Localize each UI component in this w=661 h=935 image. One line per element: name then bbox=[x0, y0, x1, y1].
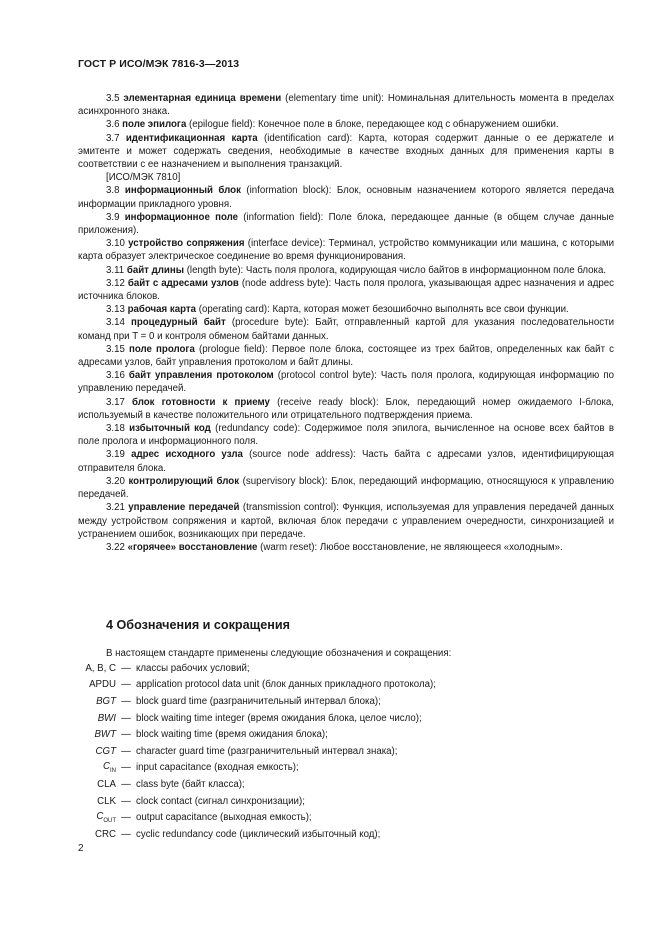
definition-text: [ИСО/МЭК 7810] bbox=[106, 172, 181, 184]
definition-item bbox=[78, 343, 614, 369]
definition-text: (interface device): Терминал, устройство коммуникации или машина, с которыми карта образует электрическое соединение во время функционирования. bbox=[78, 238, 614, 263]
abbreviation-row bbox=[78, 743, 618, 760]
definition-term: идентификационная карта bbox=[125, 132, 258, 144]
abbreviation-symbol-text: BWT bbox=[94, 729, 116, 741]
definition-number: 3.9 bbox=[106, 211, 120, 223]
definition-text: (receive ready block): Блок, передающий номер ожидаемого I-блока, используемый в качестве положительного или отрицательного подтверждения приема. bbox=[78, 396, 614, 421]
abbreviation-row bbox=[78, 726, 618, 743]
definition-term: процедурный байт bbox=[131, 317, 226, 329]
abbreviation-row bbox=[78, 660, 618, 677]
definition-term: управление передачей bbox=[128, 502, 240, 514]
abbreviation-symbol bbox=[78, 811, 116, 824]
abbreviation-symbol bbox=[78, 796, 116, 807]
abbreviation-symbol-text: BWI bbox=[97, 712, 116, 724]
abbreviation-symbol bbox=[78, 696, 116, 707]
definition-item bbox=[78, 277, 614, 303]
abbreviation-dash: — bbox=[121, 662, 131, 674]
abbreviation-row bbox=[78, 809, 618, 826]
abbreviation-row bbox=[78, 677, 618, 694]
abbreviation-row bbox=[78, 776, 618, 793]
definition-text: (length byte): Часть поля пролога, кодирующая число байтов в информационном поле блока. bbox=[186, 264, 607, 276]
definition-item bbox=[78, 184, 614, 210]
abbreviation-dash: — bbox=[121, 812, 131, 824]
page-header: ГОСТ Р ИСО/МЭК 7816-3—2013 bbox=[78, 58, 240, 70]
definition-item bbox=[78, 237, 614, 263]
abbreviation-symbol bbox=[78, 779, 116, 790]
abbreviation-dash: — bbox=[121, 778, 131, 790]
definition-term: байт с адресами узлов bbox=[127, 277, 239, 289]
definition-item bbox=[78, 118, 614, 131]
definition-item bbox=[78, 303, 614, 316]
definition-item bbox=[78, 211, 614, 237]
definitions-list bbox=[78, 92, 614, 554]
abbreviation-symbol bbox=[78, 679, 116, 690]
abbreviation-dash: — bbox=[121, 828, 131, 840]
definition-number: 3.14 bbox=[106, 317, 125, 329]
definition-text: (warm reset): Любое восстановление, не являющееся «холодным». bbox=[260, 541, 563, 553]
abbreviation-symbol-text: CRC bbox=[95, 828, 116, 840]
definition-number: 3.22 bbox=[106, 541, 125, 553]
definition-number: 3.21 bbox=[106, 502, 125, 514]
definition-number: 3.18 bbox=[106, 423, 125, 435]
definition-number: 3.17 bbox=[106, 396, 125, 408]
definition-number: 3.15 bbox=[106, 343, 125, 355]
definition-term: адрес исходного узла bbox=[131, 449, 243, 461]
definition-term: байт управления протоколом bbox=[128, 370, 274, 382]
definition-item bbox=[78, 475, 614, 501]
definition-term: информационное поле bbox=[124, 211, 239, 223]
abbreviation-symbol bbox=[78, 729, 116, 740]
definition-item bbox=[78, 396, 614, 422]
definition-term: устройство сопряжения bbox=[128, 238, 245, 250]
abbreviation-dash: — bbox=[121, 679, 131, 691]
definition-number: 3.20 bbox=[106, 475, 125, 487]
definition-term: байт длины bbox=[126, 264, 184, 276]
abbreviation-dash: — bbox=[121, 695, 131, 707]
abbreviation-description: output capacitance (выходная емкость); bbox=[136, 812, 312, 824]
abbreviation-description: классы рабочих условий; bbox=[136, 662, 250, 674]
abbreviation-dash: — bbox=[121, 712, 131, 724]
definition-item bbox=[78, 316, 614, 342]
abbreviation-symbol-text: CLK bbox=[97, 795, 116, 807]
abbreviation-dash: — bbox=[121, 729, 131, 741]
abbreviation-symbol bbox=[78, 663, 116, 674]
definition-text: (elementary time unit): Номинальная длительность момента в пределах асинхронного знака. bbox=[78, 93, 614, 118]
section-intro: В настоящем стандарте применены следующие обозначения и сокращения: bbox=[106, 648, 452, 659]
definition-number: 3.6 bbox=[106, 119, 120, 131]
abbreviation-symbol-text: A, B, C bbox=[85, 662, 116, 674]
abbreviation-symbol-text: C bbox=[96, 811, 104, 823]
definition-item bbox=[78, 369, 614, 395]
definition-text: (epilogue field): Конечное поле в блоке, передающее код с обнаружением ошибки. bbox=[189, 119, 559, 131]
definition-term: «горячее» восстановление bbox=[127, 541, 258, 553]
abbreviation-description: application protocol data unit (блок данных прикладного протокола); bbox=[136, 679, 436, 691]
abbreviation-dash: — bbox=[121, 795, 131, 807]
definition-text: (prologue field): Первое поле блока, состоящее из трех байтов, определенных как байт с адресами узлов, байт управления протоколом и байт длины. bbox=[78, 343, 614, 369]
definition-text: (identification card): Карта, которая содержит данные о ее держателе и эмитенте и может содержать сведения, необходимые в качестве входных данных для применения карты в соответствии с ее назначением и выполнения транзакций. bbox=[78, 132, 614, 171]
definition-text: (source node address): Часть байта с адресами узлов, идентифицирующая отправителя блока. bbox=[78, 449, 615, 474]
abbreviation-symbol bbox=[78, 713, 116, 724]
abbreviation-dash: — bbox=[121, 762, 131, 774]
abbreviation-symbol-text: C bbox=[103, 761, 110, 773]
definition-term: элементарная единица времени bbox=[123, 93, 282, 104]
page-number: 2 bbox=[78, 843, 84, 854]
abbreviation-symbol-text: APDU bbox=[89, 679, 116, 691]
definition-number: 3.7 bbox=[106, 132, 120, 144]
definition-term: избыточный код bbox=[129, 423, 211, 435]
definition-text: (procedure byte): Байт, отправленный картой для указания последовательности команд при T = 0 и контроля обменом байтами данных. bbox=[78, 317, 614, 342]
abbreviation-symbol-text: CGT bbox=[95, 745, 116, 757]
definition-term: поле эпилога bbox=[122, 119, 187, 131]
abbreviation-symbol bbox=[78, 829, 116, 840]
definition-term: рабочая карта bbox=[127, 304, 197, 316]
abbreviation-row bbox=[78, 760, 618, 777]
abbreviation-description: character guard time (разграничительный интервал знака); bbox=[136, 745, 398, 757]
definition-number: 3.13 bbox=[106, 304, 125, 316]
abbreviation-description: block waiting time integer (время ожидания блока, целое число); bbox=[136, 712, 422, 724]
definition-term: блок готовности к приему bbox=[131, 396, 270, 408]
abbreviation-row bbox=[78, 826, 618, 843]
abbreviation-description: class byte (байт класса); bbox=[136, 778, 245, 790]
definition-text: (information block): Блок, основным назначением которого является передача информации прикладного уровня. bbox=[78, 185, 614, 210]
abbreviation-description: block waiting time (время ожидания блока); bbox=[136, 729, 328, 741]
definition-item bbox=[78, 541, 614, 554]
definition-text: (transmission control): Функция, используемая для управления передачей данных между устройством сопряжения и картой, включая блок передачи с управлением очередности, синхронизацией и устранением ошибок, возникающих при передаче. bbox=[78, 502, 614, 540]
definition-number: 3.12 bbox=[106, 277, 125, 289]
abbreviation-symbol bbox=[78, 761, 116, 774]
abbreviation-subscript: IN bbox=[110, 768, 116, 775]
abbreviation-description: cyclic redundancy code (циклический избыточный код); bbox=[136, 828, 381, 840]
definition-number: 3.19 bbox=[106, 449, 125, 461]
definition-item bbox=[78, 422, 614, 448]
abbreviation-symbol-text: CLA bbox=[97, 778, 116, 790]
abbreviation-subscript: OUT bbox=[103, 818, 116, 825]
definition-text: (information field): Поле блока, передающее данные (в общем случае данные приложения). bbox=[78, 211, 614, 237]
definition-text: (redundancy code): Содержимое поля эпилога, вычисленное на основе всех байтов в поле пролога и информационного поля. bbox=[78, 423, 614, 448]
abbreviation-description: clock contact (сигнал синхронизации); bbox=[136, 795, 305, 807]
abbreviation-symbol bbox=[78, 746, 116, 757]
definition-item bbox=[78, 501, 614, 541]
abbreviation-row bbox=[78, 710, 618, 727]
abbreviation-description: input capacitance (входная емкость); bbox=[136, 762, 299, 774]
definition-term: контролирующий блок bbox=[128, 475, 240, 487]
definition-number: 3.8 bbox=[106, 185, 120, 197]
definition-item bbox=[78, 264, 614, 277]
definition-item bbox=[78, 92, 614, 118]
definition-number: 3.5 bbox=[106, 93, 120, 104]
section-title: 4 Обозначения и сокращения bbox=[106, 618, 290, 632]
definition-number: 3.16 bbox=[106, 370, 125, 382]
definition-text: (supervisory block): Блок, передающий информацию, относящуюся к управлению передачей. bbox=[78, 475, 614, 501]
definition-item bbox=[78, 171, 614, 184]
definition-term: информационный блок bbox=[124, 185, 241, 197]
definition-number: 3.10 bbox=[106, 238, 125, 250]
abbreviation-description: block guard time (разграничительный интервал блока); bbox=[136, 695, 381, 707]
definition-text: (protocol control byte): Часть поля пролога, кодирующая информацию по управлению передачей. bbox=[78, 370, 614, 395]
abbreviation-dash: — bbox=[121, 745, 131, 757]
definition-number: 3.11 bbox=[106, 264, 125, 276]
definition-text: (node address byte): Часть поля пролога, указывающая адрес назначения и адрес источника блоков. bbox=[78, 277, 614, 303]
abbreviation-row bbox=[78, 693, 618, 710]
abbreviations-list bbox=[78, 660, 618, 843]
abbreviation-symbol-text: BGT bbox=[96, 695, 116, 707]
definition-item bbox=[78, 132, 614, 172]
definition-item bbox=[78, 448, 614, 474]
definition-text: (operating card): Карта, которая может безошибочно выполнять все свои функции. bbox=[198, 304, 569, 316]
abbreviation-row bbox=[78, 793, 618, 810]
definition-term: поле пролога bbox=[128, 343, 195, 355]
